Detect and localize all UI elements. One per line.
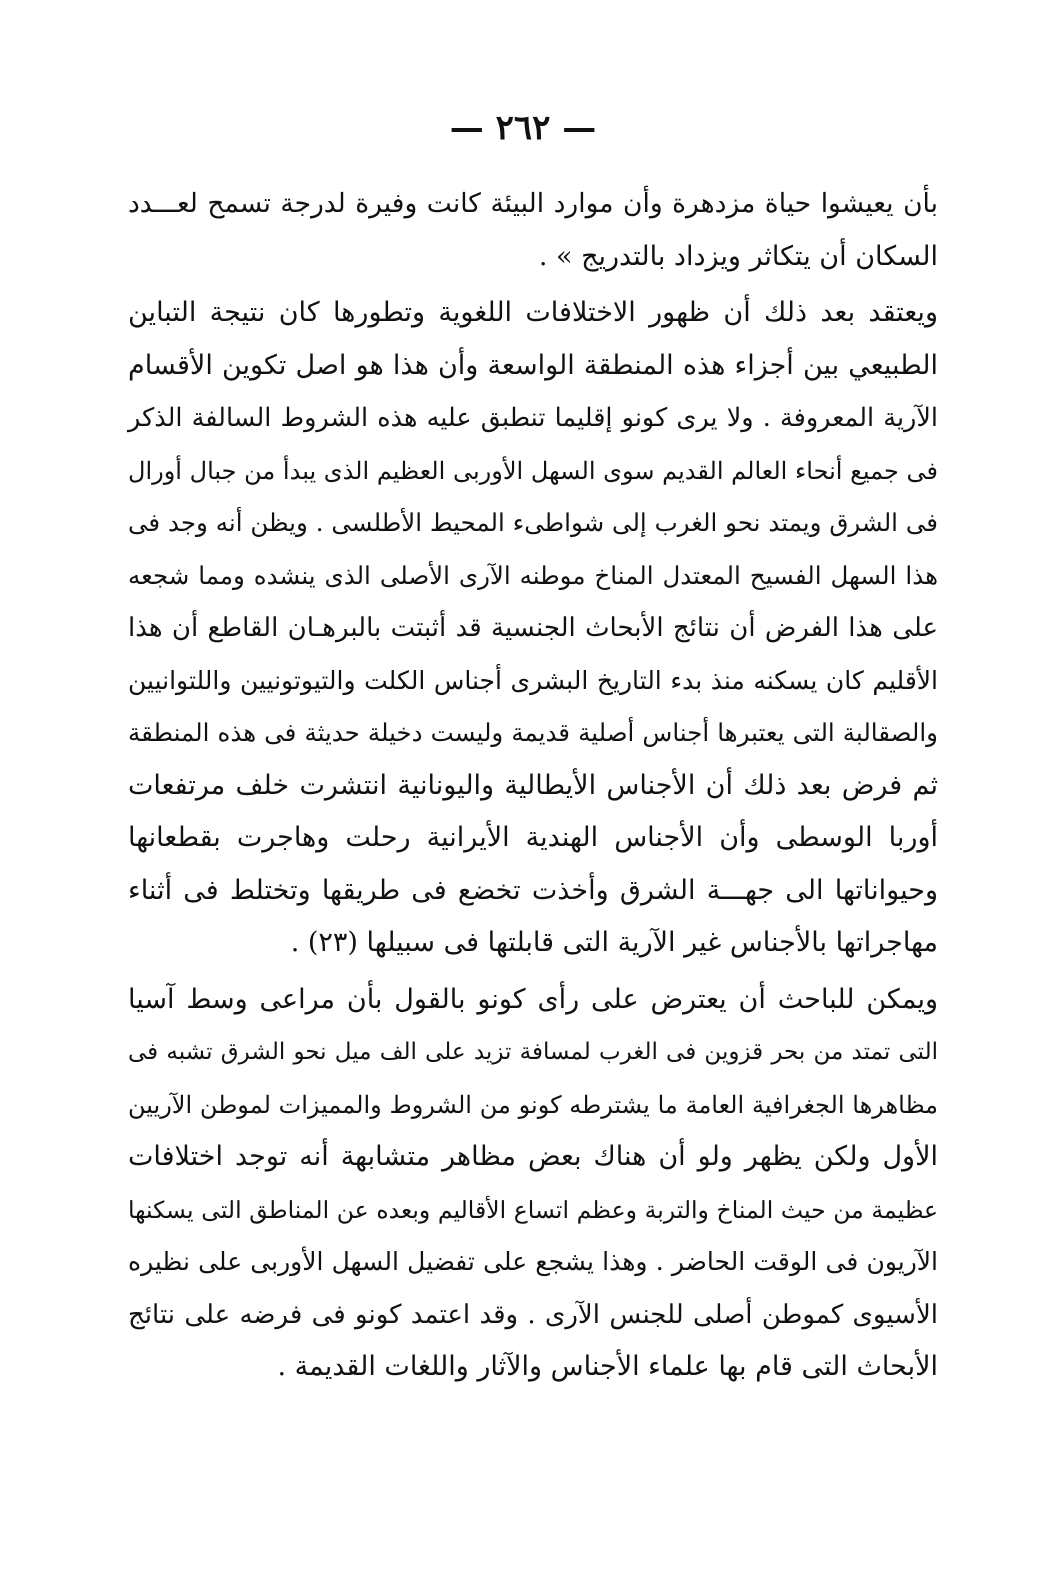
text-line: ويعتقد بعد ذلك أن ظهور الاختلافات اللغوية وتطورها كان نتيجة التباين (128, 297, 938, 328)
body-text (128, 178, 938, 1394)
text-line: والصقالبة التى يعتبرها أجناس أصلية قديمة وليست دخيلة حديثة فى هذه المنطقة (128, 718, 938, 747)
text-line: بأن يعيشوا حياة مزدهرة وأن موارد البيئة كانت وفيرة لدرجة تسمح لعـــدد (128, 188, 938, 219)
text-line: ويمكن للباحث أن يعترض على رأى كونو بالقول بأن مراعى وسط آسيا (128, 983, 938, 1015)
text-line: هذا السهل الفسيح المعتدل المناخ موطنه الآرى الأصلى الذى ينشده ومما شجعه (128, 560, 938, 590)
text-line: أوربا الوسطى وأن الأجناس الهندية الأيرانية رحلت وهاجرت بقطعانها (128, 822, 938, 853)
text-line: مظاهرها الجغرافية العامة ما يشترطه كونو من الشروط والمميزات لموطن الآريين (128, 1090, 938, 1119)
text-line: على هذا الفرض أن نتائج الأبحاث الجنسية قد أثبتت بالبرهـان القاطع أن هذا (128, 613, 938, 643)
text-line: الأول ولكن يظهر ولو أن هناك بعض مظاهر متشابهة أنه توجد اختلافات (128, 1141, 938, 1172)
page-number: — ٢٦٢ — (449, 108, 597, 148)
text-line: الأقليم كان يسكنه منذ بدء التاريخ البشرى أجناس الكلت والتيوتونيين واللتوانيين (128, 665, 938, 695)
text-line: وحيواناتها الى جهـــة الشرق وأخذت تخضع فى طريقها وتختلط فى أثناء (128, 874, 938, 906)
text-line: السكان أن يتكاثر ويزداد بالتدريج » . (538, 240, 938, 272)
text-line: الأسيوى كموطن أصلى للجنس الآرى . وقد اعتمد كونو فى فرضه على نتائج (128, 1299, 938, 1330)
text-line: مهاجراتها بالأجناس غير الآرية التى قابلتها فى سبيلها (٢٣) . (290, 927, 938, 958)
text-line: الآريون فى الوقت الحاضر . وهذا يشجع على تفضيل السهل الأوربى على نظيره (128, 1247, 938, 1276)
text-line: الطبيعي بين أجزاء هذه المنطقة الواسعة وأن هذا هو اصل تكوين الأقسام (128, 349, 938, 381)
text-line: الأبحاث التى قام بها علماء الأجناس والآثار واللغات القديمة . (277, 1351, 938, 1382)
text-line: التى تمتد من بحر قزوين فى الغرب لمسافة تزيد على الف ميل نحو الشرق تشبه فى (128, 1039, 938, 1065)
text-line: فى الشرق ويمتد نحو الغرب إلى شواطىء المحيط الأطلسى . ويظن أنه وجد فى (128, 508, 938, 537)
text-line: ثم فرض بعد ذلك أن الأجناس الأيطالية واليونانية انتشرت خلف مرتفعات (128, 769, 938, 801)
text-line: الآرية المعروفة . ولا يرى كونو إقليما تنطبق عليه هذه الشروط السالفة الذكر (128, 403, 938, 433)
text-line: عظيمة من حيث المناخ والتربة وعظم اتساع الأقاليم وبعده عن المناطق التى يسكنها (128, 1195, 938, 1224)
text-line: فى جميع أنحاء العالم القديم سوى السهل الأوربى العظيم الذى يبدأ من جبال أورال (128, 456, 938, 485)
